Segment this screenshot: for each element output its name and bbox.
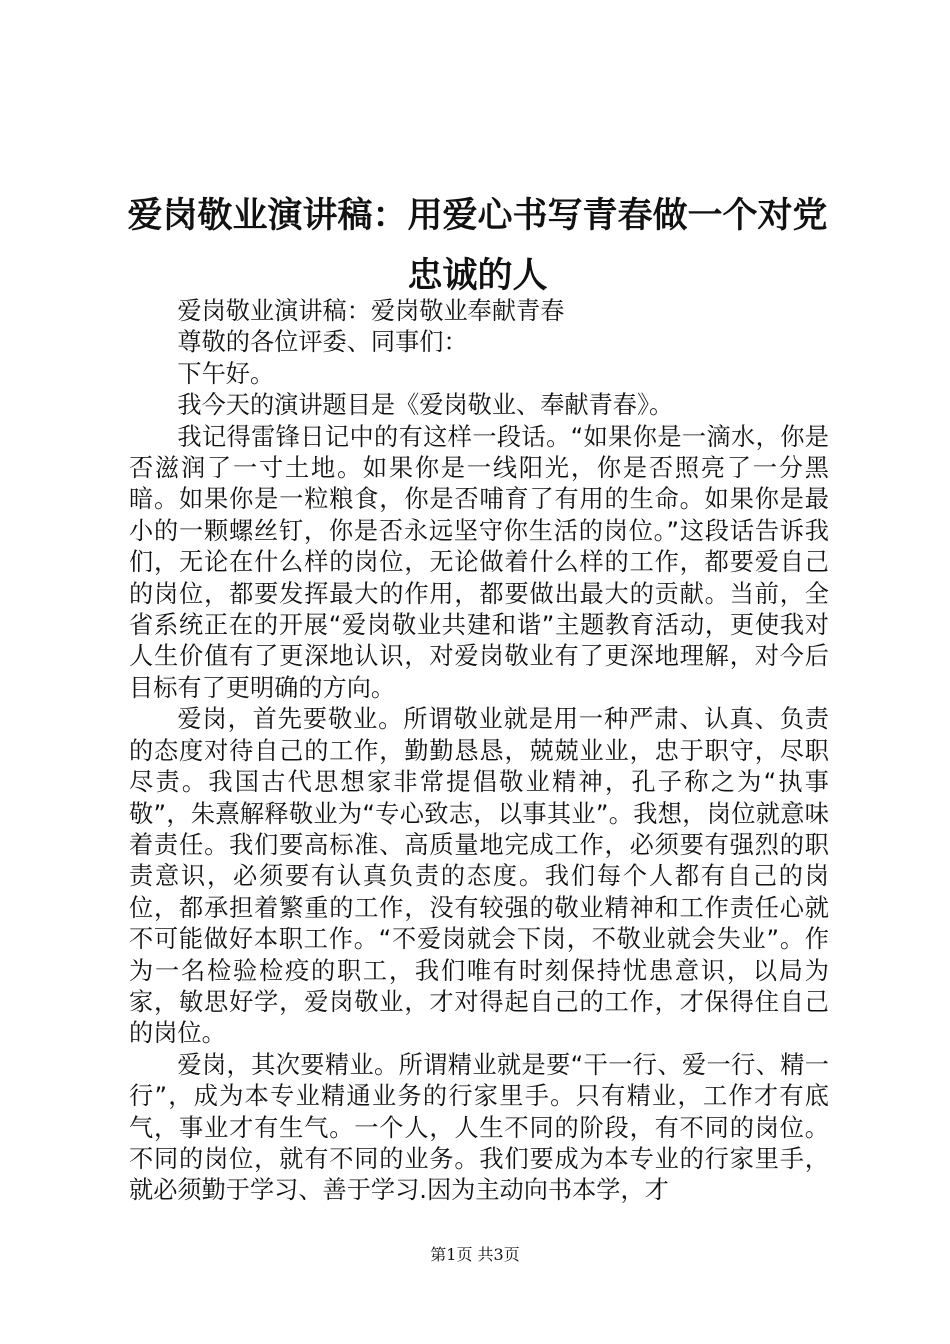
paragraph-dedication: 爱岗，首先要敬业。所谓敬业就是用一种严肃、认真、负责的态度对待自己的工作，勤勤恳恳，兢兢业业，忠于职守，尽职尽责。我国古代思想家非常提倡敬业精神，孔子称之为“执事敬”，朱熹解释敬业为“专心致志，以事其业”。我想，岗位就意味着责任。我们要高标准、高质量地完成工作，必须要有强烈的职责意识，必须要有认真负责的态度。我们每个人都有自己的岗位，都承担着繁重的工作，没有较强的敬业精神和工作责任心就不可能做好本职工作。“不爱岗就会下岗，不敬业就会失业”。作为一名检验检疫的职工，我们唯有时刻保持忧患意识，以局为家，敏思好学，爱岗敬业，才对得起自己的工作，才保得住自己的岗位。 bbox=[129, 705, 829, 1048]
paragraph-leifeng: 我记得雷锋日记中的有这样一段话。“如果你是一滴水，你是否滋润了一寸土地。如果你是一线阳光，你是否照亮了一分黑暗。如果你是一粒粮食，你是否哺育了有用的生命。如果你是最小的一颗螺丝钉，你是否永远坚守你生活的岗位。”这段话告诉我们，无论在什么样的岗位，无论做着什么样的工作，都要爱自己的岗位，都要发挥最大的作用，都要做出最大的贡献。当前，全省系统正在的开展“爱岗敬业共建和谐”主题教育活动，更使我对人生价值有了更深地认识，对爱岗敬业有了更深地理解，对今后目标有了更明确的方向。 bbox=[129, 422, 829, 702]
document-title: 爱岗敬业演讲稿：用爱心书写青春做一个对党忠诚的人 bbox=[127, 195, 828, 296]
paragraph-greeting: 下午好。 bbox=[177, 359, 275, 388]
page-number-footer: 第1页 共3页 bbox=[430, 1245, 520, 1264]
paragraph-expertise: 爱岗，其次要精业。所谓精业就是要“干一行、爱一行、精一行”，成为本专业精通业务的行家里手。只有精业，工作才有底气，事业才有生气。一个人，人生不同的阶段，有不同的岗位。不同的岗位，就有不同的业务。我们要成为本专业的行家里手，就必须勤于学习、善于学习.因为主动向书本学，才 bbox=[129, 1050, 829, 1205]
document-body bbox=[129, 296, 829, 1207]
paragraph-salutation: 尊敬的各位评委、同事们： bbox=[177, 328, 468, 357]
paragraph-topic: 我今天的演讲题目是《爱岗敬业、奉献青春》。 bbox=[177, 391, 674, 420]
paragraph-subtitle: 爱岗敬业演讲稿：爱岗敬业奉献青春 bbox=[177, 297, 565, 325]
